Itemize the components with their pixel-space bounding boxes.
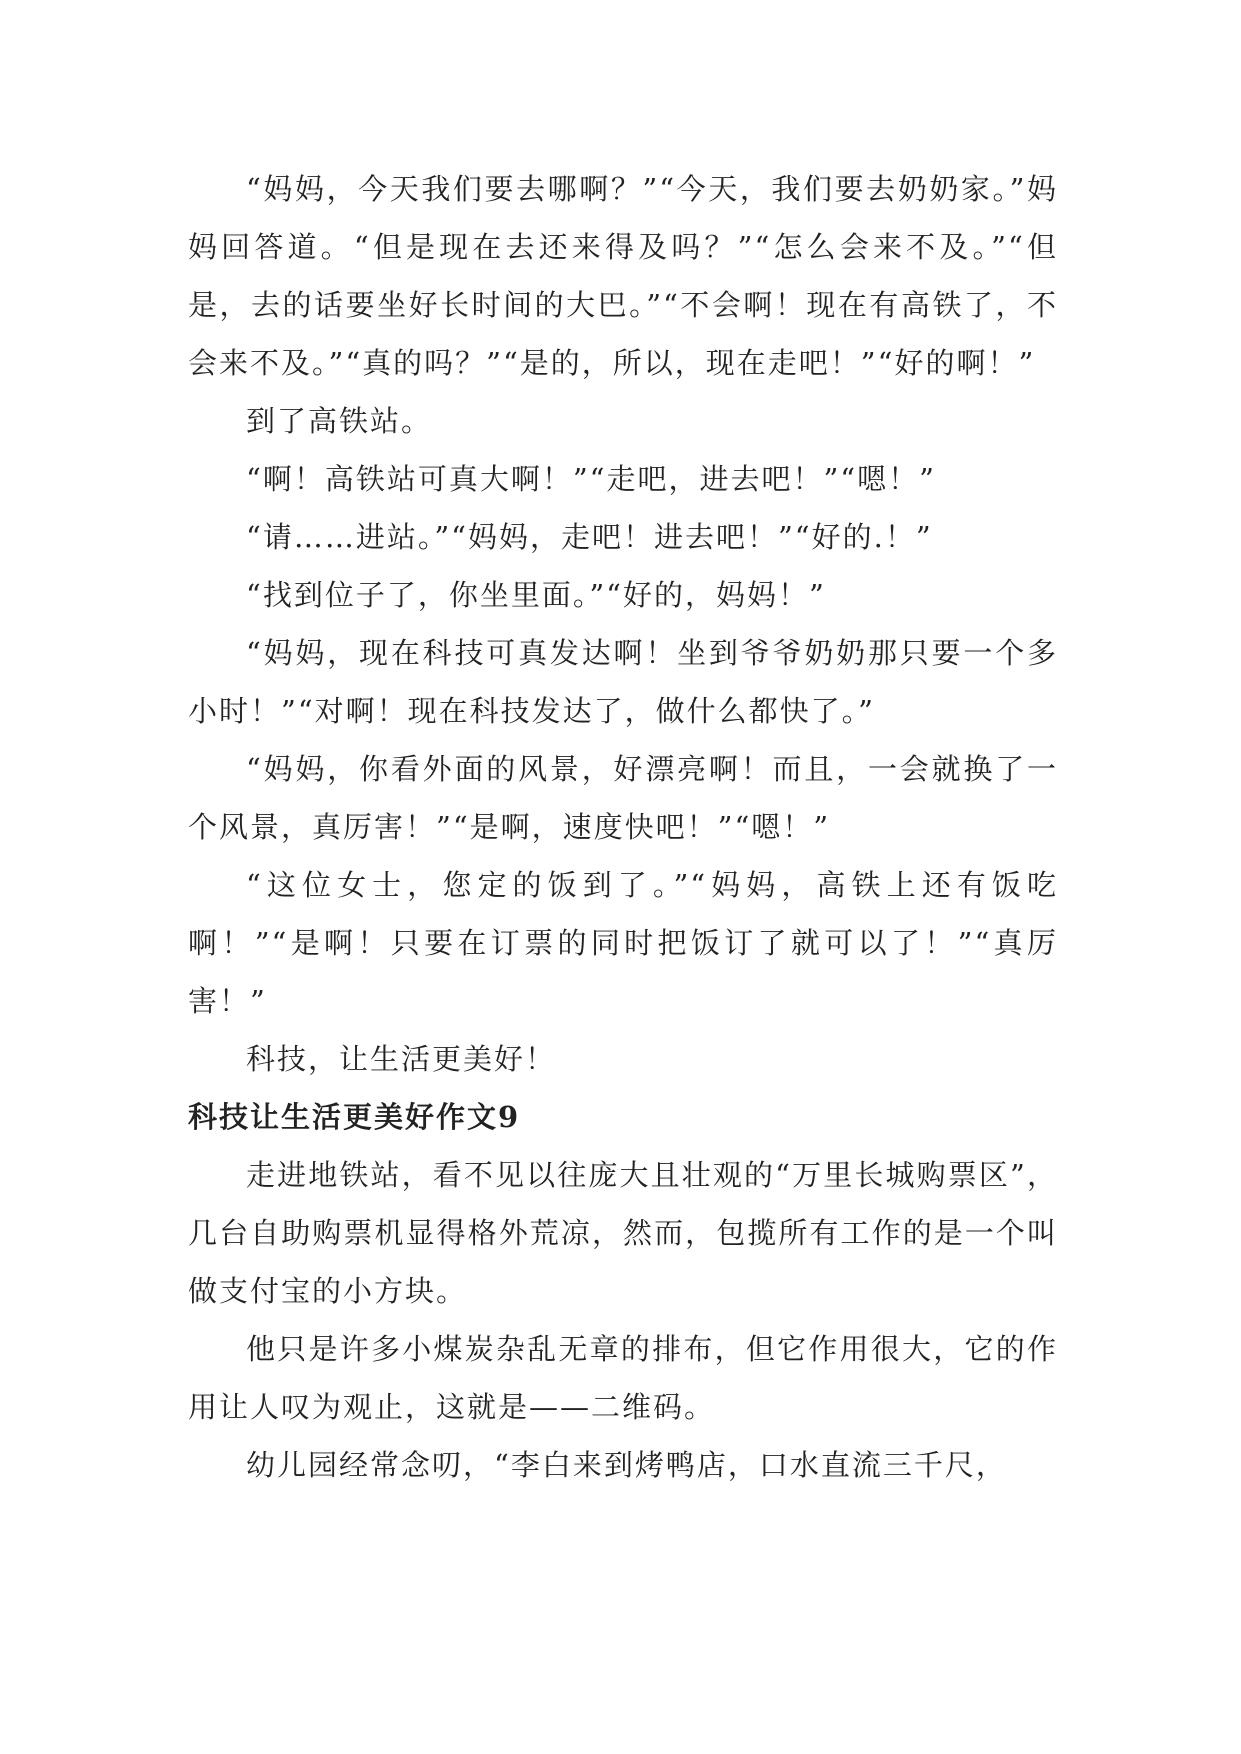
section-title: 科技让生活更美好作文9 [188, 1100, 521, 1134]
paragraph: 科技，让生活更美好！ [246, 1042, 557, 1076]
paragraph: “啊！高铁站可真大啊！”“走吧，进去吧！”“嗯！” [246, 462, 936, 496]
paragraph: “请……进站。”“妈妈，走吧！进去吧！”“好的.！” [246, 520, 933, 554]
paragraph: “这位女士，您定的饭到了。”“妈妈，高铁上还有饭吃啊！”“是啊！只要在订票的同时把饭订了就可以了！”“真厉害！” [188, 868, 1058, 1018]
paragraph: 到了高铁站。 [246, 404, 433, 438]
paragraph: “妈妈，现在科技可真发达啊！坐到爷爷奶奶那只要一个多小时！”“对啊！现在科技发达了，做什么都快了。” [188, 636, 1058, 728]
paragraph: “找到位子了，你坐里面。”“好的，妈妈！” [246, 578, 826, 612]
paragraph: “妈妈，你看外面的风景，好漂亮啊！而且，一会就换了一个风景，真厉害！”“是啊，速度快吧！”“嗯！” [188, 752, 1058, 844]
document-page [188, 160, 1058, 1494]
paragraph: “妈妈，今天我们要去哪啊？”“今天，我们要去奶奶家。”妈妈回答道。“但是现在去还来得及吗？”“怎么会来不及。”“但是，去的话要坐好长时间的大巴。”“不会啊！现在有高铁了，不会来不及。”“真的吗？”“是的，所以，现在走吧！”“好的啊！” [188, 172, 1058, 380]
paragraph: 走进地铁站，看不见以往庞大且壮观的“万里长城购票区”，几台自助购票机显得格外荒凉，然而，包揽所有工作的是一个叫做支付宝的小方块。 [188, 1158, 1058, 1308]
paragraph: 幼儿园经常念叨，“李白来到烤鸭店，口水直流三千尺， [246, 1448, 1007, 1482]
paragraph: 他只是许多小煤炭杂乱无章的排布，但它作用很大，它的作用让人叹为观止，这就是——二维码。 [188, 1332, 1058, 1424]
